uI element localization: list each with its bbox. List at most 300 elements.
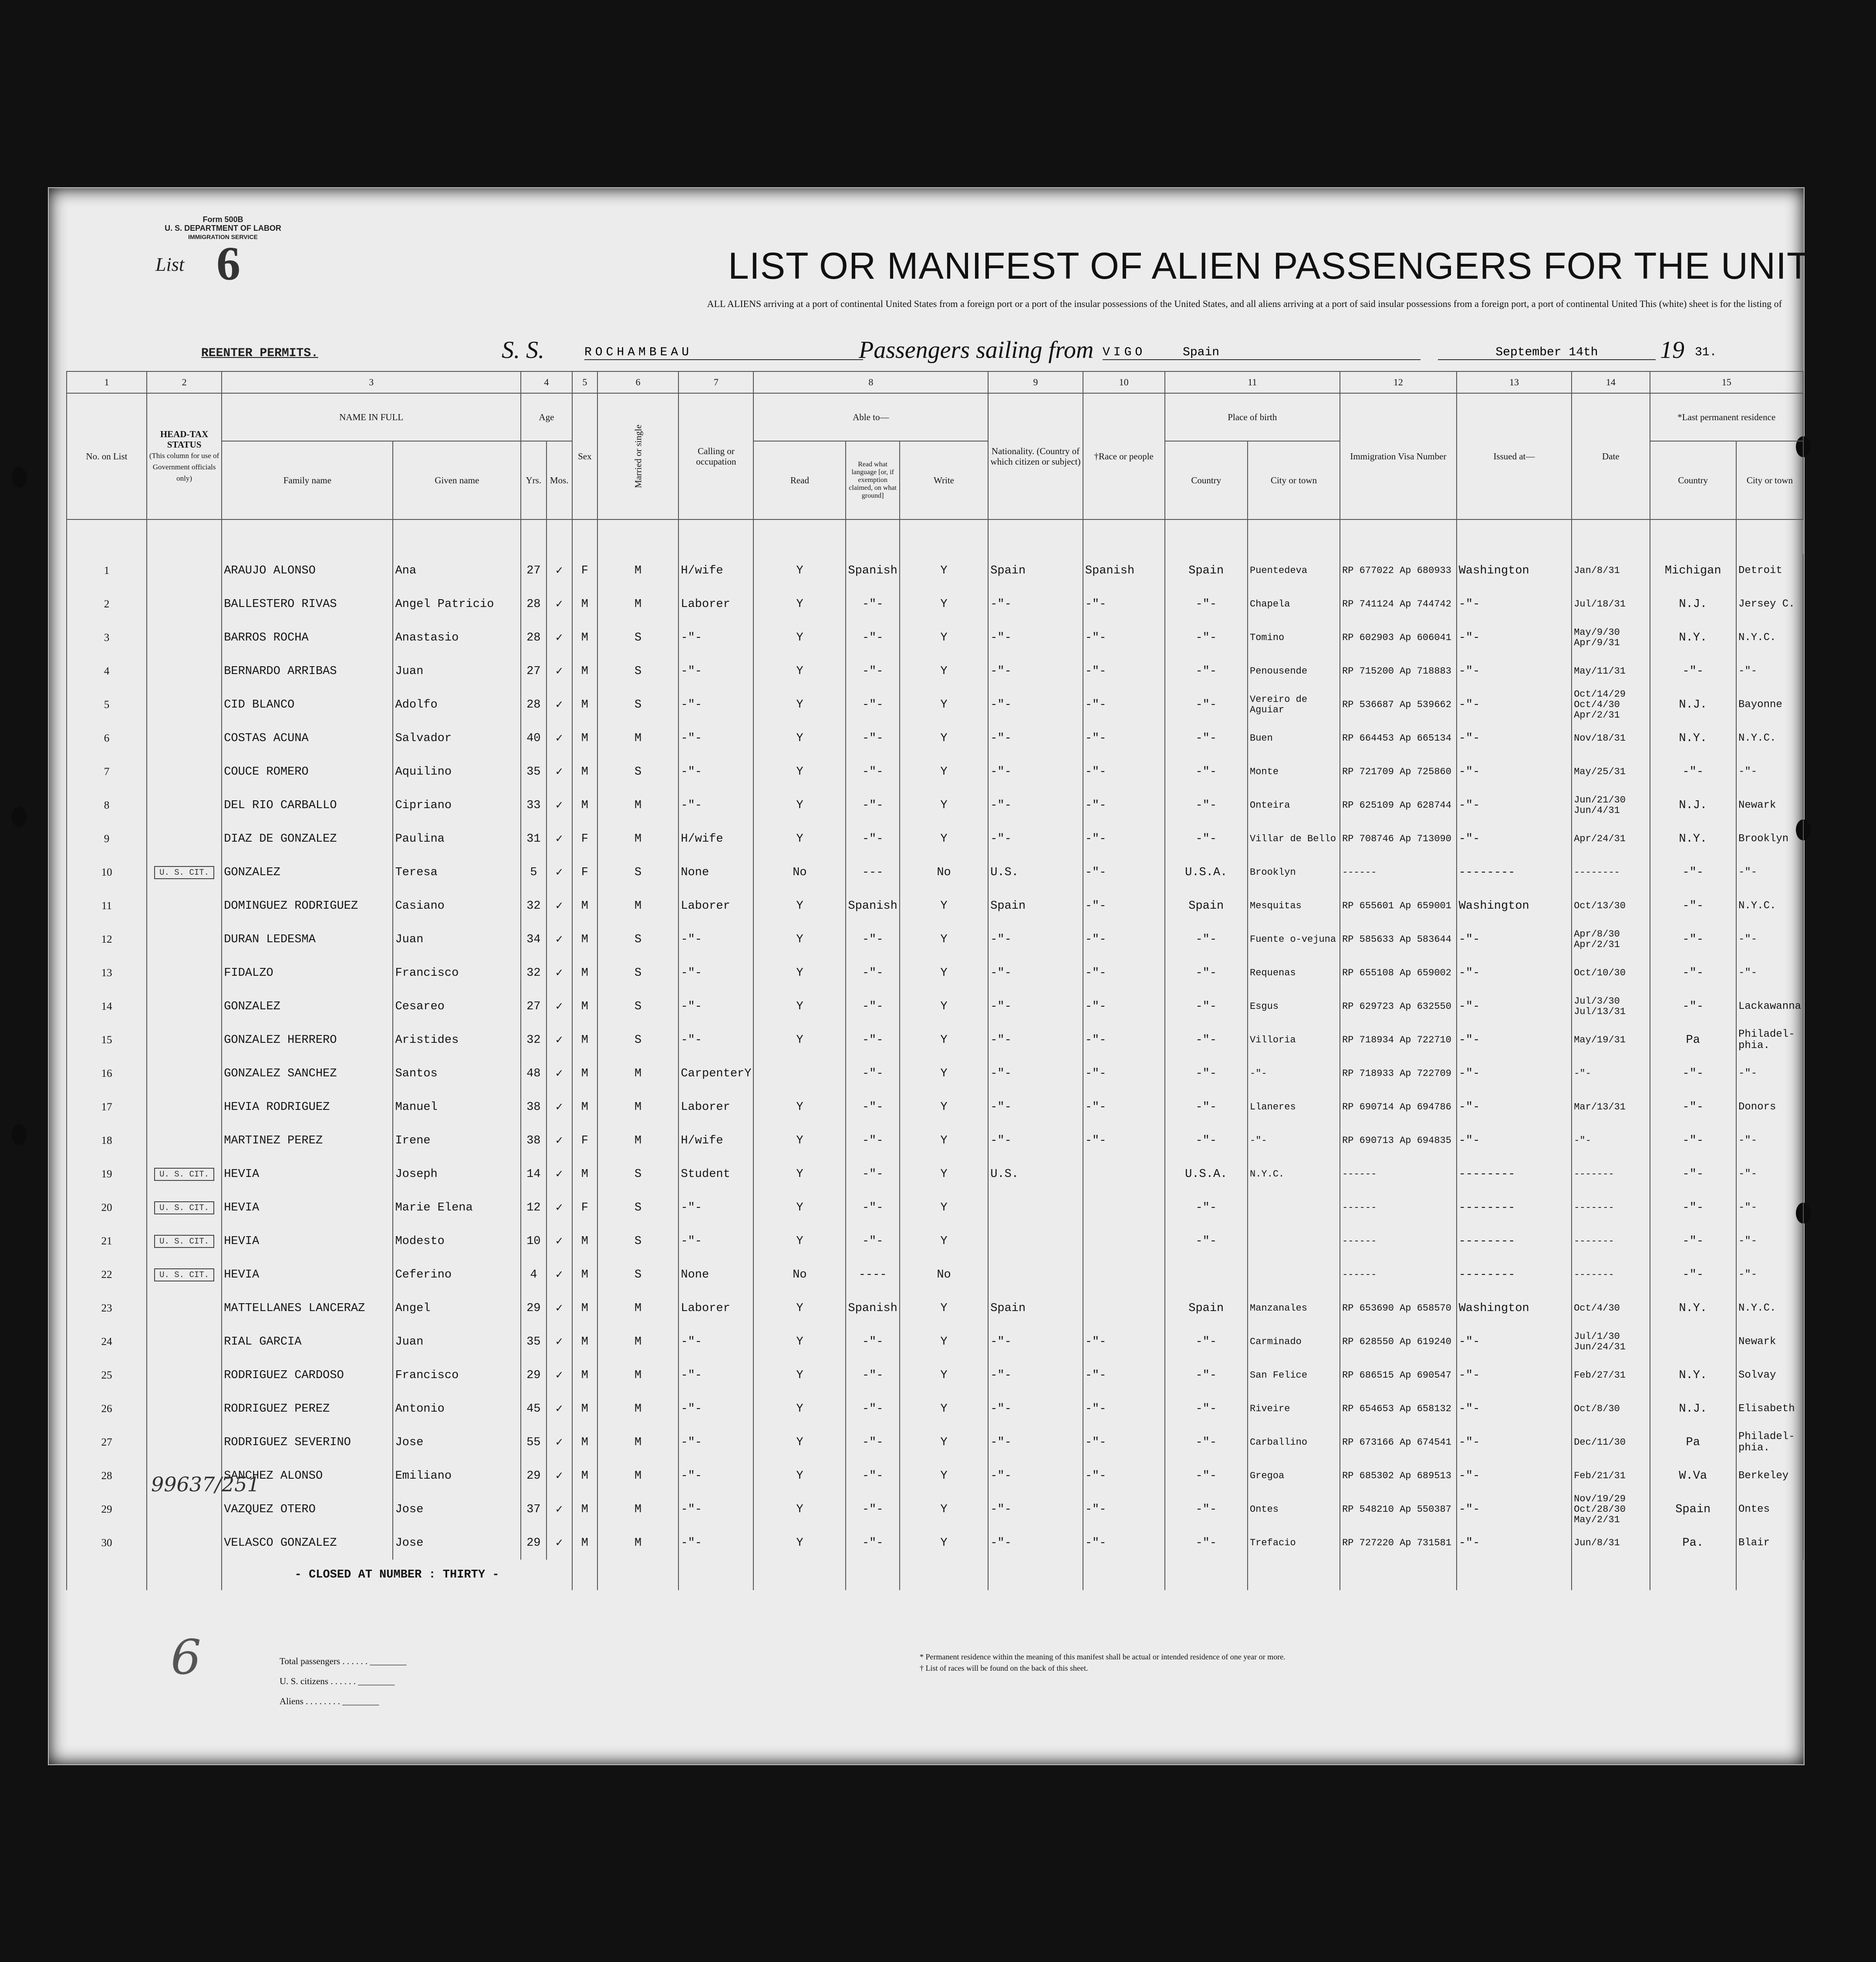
race (1083, 1258, 1165, 1291)
given-name: Aquilino (393, 755, 521, 789)
visa-date: ------- (1572, 1157, 1650, 1191)
residence-city: Philadel-phia. (1736, 1426, 1803, 1459)
closed-at-number: - CLOSED AT NUMBER : THIRTY - (222, 1560, 572, 1590)
read-language: -"- (846, 1023, 899, 1057)
birth-country: -"- (1165, 755, 1248, 789)
residence-city: Berkeley (1736, 1459, 1803, 1493)
row-number: 17 (67, 1090, 147, 1124)
table-row (67, 721, 1803, 755)
visa-date: Mar/13/31 (1572, 1090, 1650, 1124)
nationality: -"- (988, 1090, 1083, 1124)
age-months: ✓ (547, 889, 572, 923)
can-read: Y (753, 1023, 846, 1057)
age-months: ✓ (547, 1325, 572, 1359)
occupation: -"- (678, 923, 753, 956)
residence-country: -"- (1650, 1057, 1736, 1090)
visa-number: RP 673166 Ap 674541 (1340, 1426, 1457, 1459)
issued-at: -"- (1457, 1057, 1572, 1090)
row-number: 16 (67, 1057, 147, 1090)
residence-city: -"- (1736, 856, 1803, 889)
header-birth-city: City or town (1248, 441, 1340, 519)
can-read: No (753, 1258, 846, 1291)
head-tax-status (147, 1325, 222, 1359)
age-years: 28 (521, 621, 547, 654)
us-citizen-stamp: U. S. CIT. (154, 1268, 214, 1281)
header-head-tax-title: HEAD-TAX STATUS (160, 429, 209, 450)
table-row (67, 1291, 1803, 1325)
read-language: -"- (846, 1426, 899, 1459)
head-tax-status (147, 587, 222, 621)
sex: M (572, 1359, 597, 1392)
residence-city: -"- (1736, 654, 1803, 688)
visa-number: RP 655108 Ap 659002 (1340, 956, 1457, 990)
birth-country: -"- (1165, 1359, 1248, 1392)
head-tax-status (147, 1258, 222, 1291)
age-years: 34 (521, 923, 547, 956)
birth-country: -"- (1165, 1392, 1248, 1426)
visa-number: RP 721709 Ap 725860 (1340, 755, 1457, 789)
family-name: DIAZ DE GONZALEZ (222, 822, 393, 856)
nationality: Spain (988, 889, 1083, 923)
given-name: Adolfo (393, 688, 521, 721)
marital-status: S (597, 1023, 679, 1057)
residence-country: -"- (1650, 990, 1736, 1023)
can-write: Y (900, 1392, 988, 1426)
can-write: Y (900, 1459, 988, 1493)
occupation: -"- (678, 1023, 753, 1057)
can-read: Y (753, 587, 846, 621)
column-number: 7 (678, 371, 753, 393)
us-citizen-stamp: U. S. CIT. (154, 866, 214, 879)
can-write: Y (900, 1124, 988, 1157)
family-name: GONZALEZ (222, 856, 393, 889)
race: -"- (1083, 755, 1165, 789)
header-read-language: Read what language [or, if exemption claimed, on what ground] (846, 441, 899, 519)
issued-at: -"- (1457, 1090, 1572, 1124)
head-tax-status (147, 822, 222, 856)
head-tax-status (147, 1057, 222, 1090)
nationality: Spain (988, 554, 1083, 587)
read-language: Spanish (846, 1291, 899, 1325)
marital-status: S (597, 956, 679, 990)
row-number: 23 (67, 1291, 147, 1325)
occupation: -"- (678, 621, 753, 654)
head-tax-status (147, 1291, 222, 1325)
visa-number: RP 548210 Ap 550387 (1340, 1493, 1457, 1526)
race: -"- (1083, 990, 1165, 1023)
visa-date: May/25/31 (1572, 755, 1650, 789)
visa-number: ------ (1340, 1258, 1457, 1291)
punch-hole (12, 1124, 27, 1145)
race (1083, 1224, 1165, 1258)
row-number: 7 (67, 755, 147, 789)
given-name: Santos (393, 1057, 521, 1090)
race: -"- (1083, 587, 1165, 621)
family-name: GONZALEZ SANCHEZ (222, 1057, 393, 1090)
head-tax-status (147, 621, 222, 654)
header-name-in-full: NAME IN FULL (222, 393, 521, 441)
departure-port (1103, 346, 1420, 360)
ss-label: S. S. (502, 337, 544, 364)
sex: M (572, 889, 597, 923)
table-row (67, 654, 1803, 688)
can-write: Y (900, 554, 988, 587)
row-number: 10 (67, 856, 147, 889)
occupation: -"- (678, 1191, 753, 1224)
read-language: -"- (846, 654, 899, 688)
nationality: -"- (988, 1493, 1083, 1526)
issued-at: -"- (1457, 956, 1572, 990)
race: -"- (1083, 721, 1165, 755)
can-write: Y (900, 1359, 988, 1392)
given-name: Antonio (393, 1392, 521, 1426)
residence-city: Solvay (1736, 1359, 1803, 1392)
sex: M (572, 654, 597, 688)
visa-number: ------ (1340, 1224, 1457, 1258)
head-tax-status (147, 1224, 222, 1258)
visa-date: Jun/8/31 (1572, 1526, 1650, 1560)
occupation: -"- (678, 755, 753, 789)
head-tax-status (147, 789, 222, 822)
marital-status: S (597, 1191, 679, 1224)
nationality: -"- (988, 1526, 1083, 1560)
birth-country (1165, 1258, 1248, 1291)
footnote-races: † List of races will be found on the back of this sheet. (920, 1664, 1088, 1672)
can-read: Y (753, 1291, 846, 1325)
us-citizen-stamp: U. S. CIT. (154, 1235, 214, 1248)
issued-at: -------- (1457, 856, 1572, 889)
nationality: -"- (988, 654, 1083, 688)
head-tax-status (147, 755, 222, 789)
sex: M (572, 956, 597, 990)
race: -"- (1083, 1392, 1165, 1426)
visa-number: RP 585633 Ap 583644 (1340, 923, 1457, 956)
family-name: SANCHEZ ALONSO (222, 1459, 393, 1493)
year-prefix: 19 (1660, 337, 1684, 364)
residence-country: -"- (1650, 1191, 1736, 1224)
head-tax-status (147, 554, 222, 587)
given-name: Francisco (393, 1359, 521, 1392)
header-issued-at: Issued at— (1457, 393, 1572, 519)
birth-city: Villoria (1248, 1023, 1340, 1057)
birth-country: U.S.A. (1165, 856, 1248, 889)
residence-country: -"- (1650, 1258, 1736, 1291)
visa-number: RP 628550 Ap 619240 (1340, 1325, 1457, 1359)
family-name: DOMINGUEZ RODRIGUEZ (222, 889, 393, 923)
family-name: ARAUJO ALONSO (222, 554, 393, 587)
birth-city: -"- (1248, 1124, 1340, 1157)
header-head-tax-note: (This column for use of Government officials only) (149, 452, 219, 482)
can-read: Y (753, 755, 846, 789)
age-years: 14 (521, 1157, 547, 1191)
page-subtitle: ALL ALIENS arriving at a port of continental United States from a foreign port or a port of the insular possessions of the United States, and all aliens arriving at a port of said insular possessions from a foreign port, a port of continental United This (white) sheet is for the listing of (707, 298, 1782, 309)
issued-at: -"- (1457, 1359, 1572, 1392)
header-given-name: Given name (393, 441, 521, 519)
us-citizen-stamp: U. S. CIT. (154, 1201, 214, 1214)
residence-country: -"- (1650, 755, 1736, 789)
read-language: -"- (846, 1325, 899, 1359)
occupation: Student (678, 1157, 753, 1191)
visa-date: Jul/18/31 (1572, 587, 1650, 621)
table-row (67, 1224, 1803, 1258)
birth-country: -"- (1165, 721, 1248, 755)
marital-status: S (597, 1157, 679, 1191)
family-name: MATTELLANES LANCERAZ (222, 1291, 393, 1325)
family-name: DEL RIO CARBALLO (222, 789, 393, 822)
age-months: ✓ (547, 755, 572, 789)
birth-city: Ontes (1248, 1493, 1340, 1526)
birth-country: -"- (1165, 621, 1248, 654)
visa-number: RP 715200 Ap 718883 (1340, 654, 1457, 688)
header-nationality: Nationality. (Country of which citizen or subject) (988, 393, 1083, 519)
residence-city: -"- (1736, 1124, 1803, 1157)
age-years: 35 (521, 1325, 547, 1359)
table-row (67, 1526, 1803, 1560)
birth-city: Gregoa (1248, 1459, 1340, 1493)
can-read: Y (753, 1090, 846, 1124)
can-read: Y (753, 1157, 846, 1191)
given-name: Emiliano (393, 1459, 521, 1493)
row-number: 5 (67, 688, 147, 721)
visa-date: Jul/1/30 Jun/24/31 (1572, 1325, 1650, 1359)
age-years: 32 (521, 1023, 547, 1057)
birth-city: Mesquitas (1248, 889, 1340, 923)
occupation: -"- (678, 721, 753, 755)
marital-status: M (597, 1359, 679, 1392)
head-tax-status (147, 688, 222, 721)
occupation: -"- (678, 1359, 753, 1392)
row-number: 21 (67, 1224, 147, 1258)
family-name: HEVIA (222, 1191, 393, 1224)
race: -"- (1083, 1090, 1165, 1124)
residence-country: N.J. (1650, 1392, 1736, 1426)
nationality: -"- (988, 923, 1083, 956)
row-number: 15 (67, 1023, 147, 1057)
can-write: Y (900, 1191, 988, 1224)
can-read: Y (753, 956, 846, 990)
family-name: COSTAS ACUNA (222, 721, 393, 755)
given-name: Cipriano (393, 789, 521, 822)
given-name: Modesto (393, 1224, 521, 1258)
age-months: ✓ (547, 1493, 572, 1526)
head-tax-status (147, 654, 222, 688)
issued-at: -"- (1457, 1493, 1572, 1526)
age-years: 28 (521, 587, 547, 621)
marital-status: M (597, 1291, 679, 1325)
marital-status: S (597, 1258, 679, 1291)
visa-date: Apr/24/31 (1572, 822, 1650, 856)
head-tax-status (147, 1392, 222, 1426)
table-row (67, 1258, 1803, 1291)
sex: M (572, 721, 597, 755)
birth-city (1248, 1224, 1340, 1258)
residence-city: -"- (1736, 1157, 1803, 1191)
sex: F (572, 1191, 597, 1224)
marital-status: M (597, 1426, 679, 1459)
head-tax-status (147, 956, 222, 990)
marital-status: S (597, 621, 679, 654)
can-read (753, 1057, 846, 1090)
given-name: Jose (393, 1426, 521, 1459)
birth-city: Fuente o-vejuna (1248, 923, 1340, 956)
can-read: Y (753, 822, 846, 856)
birth-country: -"- (1165, 654, 1248, 688)
age-months: ✓ (547, 923, 572, 956)
marital-status: M (597, 1325, 679, 1359)
sailing-date: September 14th (1438, 346, 1656, 360)
nationality: -"- (988, 721, 1083, 755)
age-months: ✓ (547, 621, 572, 654)
row-number: 14 (67, 990, 147, 1023)
read-language: -"- (846, 621, 899, 654)
family-name: BERNARDO ARRIBAS (222, 654, 393, 688)
birth-city (1248, 1258, 1340, 1291)
issued-at: -"- (1457, 587, 1572, 621)
sex: M (572, 1258, 597, 1291)
nationality: -"- (988, 1325, 1083, 1359)
read-language: -"- (846, 721, 899, 755)
row-number: 26 (67, 1392, 147, 1426)
row-number: 22 (67, 1258, 147, 1291)
birth-city: Buen (1248, 721, 1340, 755)
given-name: Aristides (393, 1023, 521, 1057)
age-years: 32 (521, 889, 547, 923)
can-write: No (900, 856, 988, 889)
residence-city: Newark (1736, 1325, 1803, 1359)
birth-country: -"- (1165, 1224, 1248, 1258)
form-number: Form 500B (202, 215, 243, 224)
residence-city: Bayonne (1736, 688, 1803, 721)
visa-number: RP 602903 Ap 606041 (1340, 621, 1457, 654)
residence-country: N.Y. (1650, 822, 1736, 856)
residence-city: -"- (1736, 956, 1803, 990)
issued-at: -"- (1457, 1459, 1572, 1493)
read-language: ---- (846, 1258, 899, 1291)
visa-number: RP 690713 Ap 694835 (1340, 1124, 1457, 1157)
can-read: Y (753, 1224, 846, 1258)
issued-at: Washington (1457, 889, 1572, 923)
header-yrs: Yrs. (521, 441, 547, 519)
can-write: Y (900, 1224, 988, 1258)
occupation: -"- (678, 688, 753, 721)
can-write: Y (900, 1291, 988, 1325)
age-years: 27 (521, 554, 547, 587)
row-number: 24 (67, 1325, 147, 1359)
row-number: 27 (67, 1426, 147, 1459)
residence-country: N.J. (1650, 688, 1736, 721)
residence-city: Brooklyn (1736, 822, 1803, 856)
residence-city: N.Y.C. (1736, 889, 1803, 923)
issued-at: -"- (1457, 1023, 1572, 1057)
marital-status: M (597, 889, 679, 923)
sex: M (572, 990, 597, 1023)
age-months: ✓ (547, 587, 572, 621)
issued-at: -"- (1457, 621, 1572, 654)
header-no-on-list: No. on List (67, 393, 147, 519)
table-row (67, 1493, 1803, 1526)
visa-number: RP 655601 Ap 659001 (1340, 889, 1457, 923)
age-months: ✓ (547, 822, 572, 856)
issued-at: -"- (1457, 654, 1572, 688)
marital-status: S (597, 990, 679, 1023)
can-write: Y (900, 688, 988, 721)
visa-number: RP 708746 Ap 713090 (1340, 822, 1457, 856)
header-read: Read (753, 441, 846, 519)
footnote-residence: * Permanent residence within the meaning of this manifest shall be actual or intended residence of one year or more. (920, 1652, 1286, 1661)
sex: M (572, 923, 597, 956)
can-write: Y (900, 789, 988, 822)
department-name: U. S. DEPARTMENT OF LABOR (165, 224, 281, 233)
sex: M (572, 1325, 597, 1359)
visa-date: -"- (1572, 1057, 1650, 1090)
occupation: -"- (678, 789, 753, 822)
visa-date: Oct/8/30 (1572, 1392, 1650, 1426)
birth-country: -"- (1165, 1459, 1248, 1493)
age-years: 27 (521, 654, 547, 688)
given-name: Francisco (393, 956, 521, 990)
header-married (597, 393, 679, 519)
table-row (67, 1392, 1803, 1426)
race: -"- (1083, 688, 1165, 721)
sex: M (572, 688, 597, 721)
age-years: 45 (521, 1392, 547, 1426)
residence-country: N.Y. (1650, 1291, 1736, 1325)
race: -"- (1083, 856, 1165, 889)
can-write: Y (900, 1426, 988, 1459)
header-visa-number: Immigration Visa Number (1340, 393, 1457, 519)
residence-country: -"- (1650, 654, 1736, 688)
age-years: 10 (521, 1224, 547, 1258)
visa-date: Jan/8/31 (1572, 554, 1650, 587)
nationality: -"- (988, 822, 1083, 856)
occupation: H/wife (678, 554, 753, 587)
visa-number: RP 653690 Ap 658570 (1340, 1291, 1457, 1325)
read-language: -"- (846, 1526, 899, 1560)
age-years: 28 (521, 688, 547, 721)
visa-number: RP 686515 Ap 690547 (1340, 1359, 1457, 1392)
race: -"- (1083, 1526, 1165, 1560)
residence-city: Lackawanna (1736, 990, 1803, 1023)
nationality (988, 1224, 1083, 1258)
race: -"- (1083, 1023, 1165, 1057)
visa-number: RP 685302 Ap 689513 (1340, 1459, 1457, 1493)
visa-date: Nov/18/31 (1572, 721, 1650, 755)
age-months: ✓ (547, 721, 572, 755)
header-write: Write (900, 441, 988, 519)
age-years: 29 (521, 1291, 547, 1325)
occupation: Laborer (678, 587, 753, 621)
us-citizen-stamp: U. S. CIT. (154, 1168, 214, 1181)
residence-city: -"- (1736, 1224, 1803, 1258)
row-number: 30 (67, 1526, 147, 1560)
birth-city: Penousende (1248, 654, 1340, 688)
ship-name: ROCHAMBEAU (584, 346, 863, 360)
marital-status: M (597, 587, 679, 621)
sailing-label: Passengers sailing from (859, 337, 1094, 364)
head-tax-status (147, 1493, 222, 1526)
family-name: GONZALEZ HERRERO (222, 1023, 393, 1057)
family-name: RODRIGUEZ SEVERINO (222, 1426, 393, 1459)
race: -"- (1083, 621, 1165, 654)
footnotes (920, 1651, 1286, 1674)
age-years: 5 (521, 856, 547, 889)
read-language: -"- (846, 1057, 899, 1090)
can-write: Y (900, 1023, 988, 1057)
residence-country: Pa. (1650, 1526, 1736, 1560)
table-row (67, 621, 1803, 654)
given-name: Joseph (393, 1157, 521, 1191)
sex: M (572, 1526, 597, 1560)
